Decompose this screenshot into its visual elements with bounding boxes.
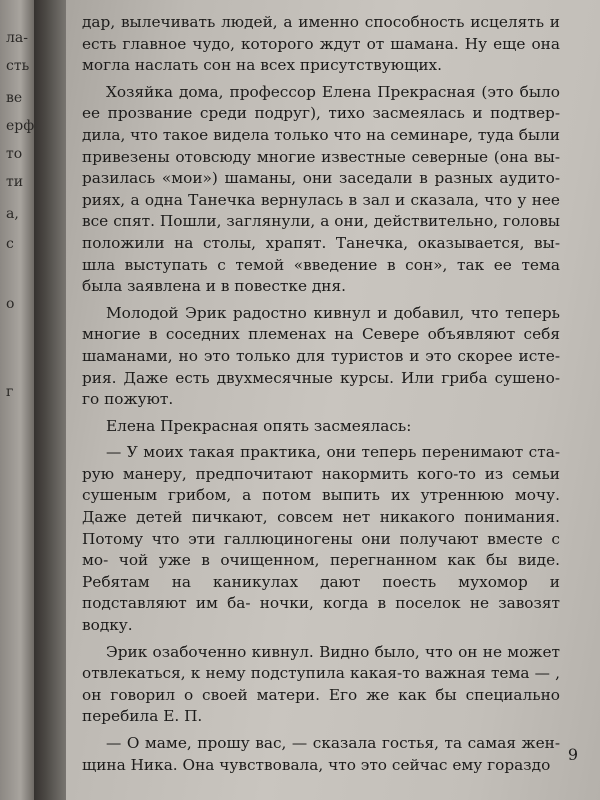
- text-line: многие в соседних племенах на Севере объявляют себя: [82, 325, 560, 344]
- text-line: , он говорил о своей матери. Его же как бы специально: [82, 664, 560, 704]
- page-number: 9: [567, 745, 578, 764]
- text-line: шла выступать с темой «введение в сон», так ее тема: [82, 255, 560, 274]
- text-line: Елена Прекрасная опять засмеялась:: [106, 416, 412, 435]
- text-line: ее прозвание среди подруг), тихо засмеялась и подтвер-: [82, 104, 560, 123]
- previous-page-text-fragment: то: [6, 146, 23, 162]
- paragraph: [82, 12, 560, 77]
- text-line: и есть главное чудо, которого ждут от шамана. Ну еще она: [82, 13, 560, 53]
- paragraph: [82, 82, 560, 298]
- text-line: дар, вылечивать людей, а именно способность исцелять: [82, 13, 545, 31]
- text-line: — У моих такая практика, они теперь перенимают ста-: [106, 443, 560, 462]
- paragraph: [82, 642, 560, 728]
- text-line: Молодой Эрик радостно кивнул и добавил, что теперь: [106, 303, 560, 322]
- text-line: на каникулах дают поесть мухомор и подставляют им ба-: [82, 572, 560, 613]
- text-line: положили на столы, храпят. Танечка, оказывается, вы-: [82, 233, 560, 252]
- previous-page-text-fragment: ти: [6, 174, 24, 190]
- text-line: дила, что такое видела только что на семинаре, туда были: [82, 125, 561, 144]
- book-gutter: [34, 0, 68, 800]
- text-line: Потому что эти галлюциногены они получают вместе с мо-: [82, 529, 560, 570]
- text-line: щина Ника. Она чувствовала, что это сейчас ему гораздо: [82, 755, 551, 774]
- text-line: — О маме, прошу вас, — сказала гостья, та самая жен-: [106, 734, 560, 752]
- previous-page-text-fragment: ла-: [6, 30, 28, 46]
- text-line: риях, а одна Танечка вернулась в зал и сказала, что у нее: [82, 190, 560, 209]
- text-line: чой уже в очищенном, перегнанном как бы виде. Ребятам: [82, 551, 560, 591]
- previous-page-text-fragment: ве: [6, 90, 23, 106]
- previous-page-text-fragment: с: [6, 236, 14, 252]
- text-line: была заявлена и в повестке дня.: [82, 277, 346, 296]
- previous-page-text-fragment: сть: [6, 58, 30, 74]
- text-line: все спят. Пошли, заглянули, а они, действительно, головы: [82, 212, 560, 231]
- paragraph: [82, 733, 560, 776]
- book-page: [66, 0, 600, 800]
- text-line: го пожуют.: [82, 390, 174, 409]
- previous-page-text-fragment: о: [6, 296, 15, 312]
- previous-page-edge: [0, 0, 34, 800]
- text-line: могла наслать сон на всех присутствующих.: [82, 56, 443, 75]
- previous-page-text-fragment: г: [6, 384, 14, 400]
- previous-page-text-fragment: ерф: [6, 118, 34, 134]
- text-line: Даже детей пичкают, совсем нет никакого понимания.: [82, 508, 560, 527]
- text-line: Хозяйка дома, профессор Елена Прекрасная (это было: [106, 82, 560, 101]
- text-line: шаманами, но это только для туристов и это скорее исте-: [82, 346, 560, 365]
- text-line: рия. Даже есть двухмесячные курсы. Или гриба сушено-: [82, 368, 560, 387]
- paragraph: [82, 416, 560, 438]
- text-line: рую манеру, предпочитают накормить кого-то из семьи: [82, 464, 560, 483]
- paragraph: [82, 303, 560, 411]
- previous-page-text-fragment: а,: [6, 206, 19, 222]
- text-line: отвлекаться, к нему подступила какая-то важная тема —: [82, 664, 550, 683]
- text-line: сушеным грибом, а потом выпить их утреннюю мочу.: [82, 486, 560, 505]
- paragraph: [82, 442, 560, 636]
- text-line: разилась «мои») шаманы, они заседали в разных аудито-: [82, 169, 560, 188]
- text-line: привезены отовсюду многие известные северные (она вы-: [82, 147, 560, 166]
- text-line: Эрик озабоченно кивнул. Видно было, что он не может: [106, 642, 560, 661]
- page-text: [82, 12, 560, 781]
- text-line: перебила Е. П.: [82, 707, 203, 726]
- text-line: ночки, когда в поселок не завозят водку.: [82, 594, 560, 635]
